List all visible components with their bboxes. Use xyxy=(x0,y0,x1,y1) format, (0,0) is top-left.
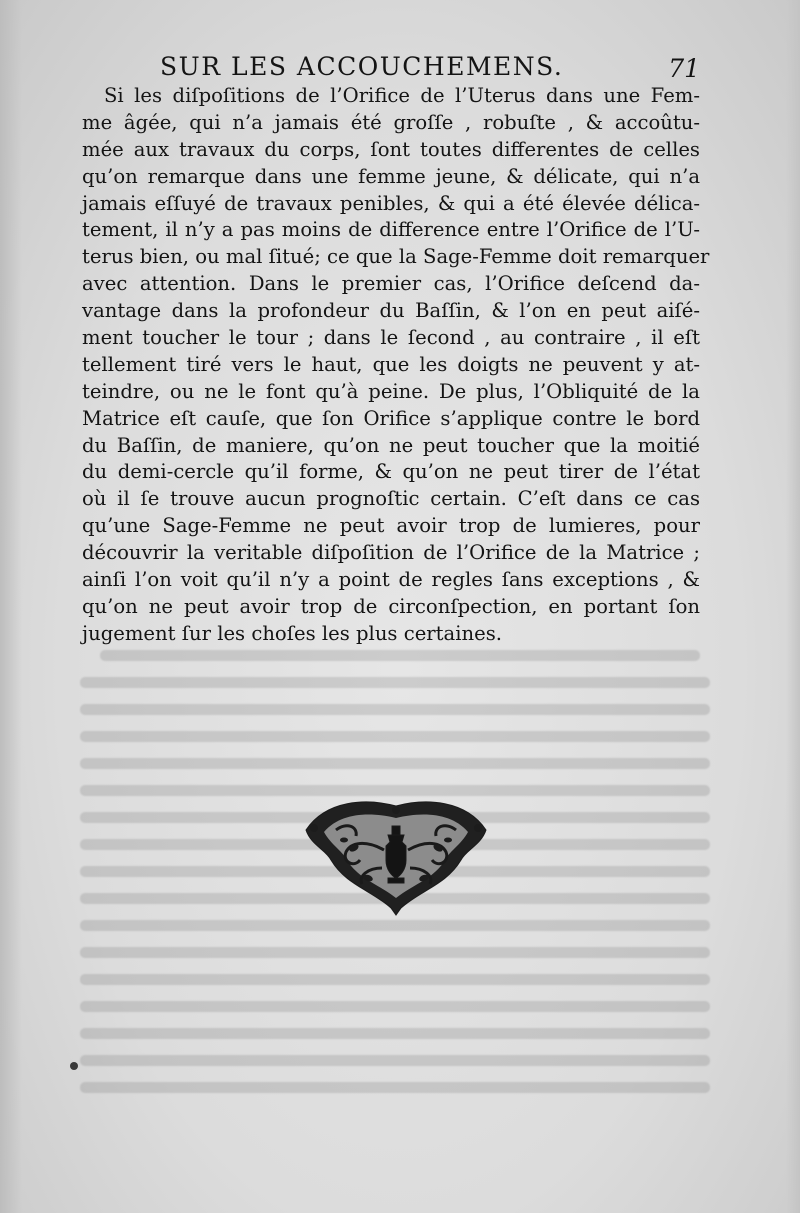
ink-blot xyxy=(70,1062,78,1070)
text-line: ainſi l’on voit qu’il n’y a point de regles ſans exceptions , & xyxy=(82,568,700,592)
text-line: jamais eſſuyé de travaux penibles, & qui a été élevée délica- xyxy=(82,191,700,215)
gutter-shadow xyxy=(0,0,22,1213)
text-line: découvrir la veritable diſpoſition de l’Orifice de la Matrice ; xyxy=(82,541,700,565)
text-line: tement, il n’y a pas moins de difference entre l’Orifice de l’U- xyxy=(82,218,700,242)
page-edge-shadow xyxy=(786,0,800,1213)
running-head: SUR LES ACCOUCHEMENS. xyxy=(160,52,564,81)
text-line: Matrice eſt cauſe, que ſon Orifice s’applique contre le bord xyxy=(82,406,700,430)
text-line: mée aux travaux du corps, ſont toutes differentes de celles xyxy=(82,137,700,161)
text-line: Si les diſpoſitions de l’Orifice de l’Uterus dans une Fem- xyxy=(104,84,700,107)
text-line: avec attention. Dans le premier cas, l’Orifice deſcend da- xyxy=(82,272,700,296)
text-line: ment toucher le tour ; dans le ſecond , au contraire , il eſt xyxy=(82,326,700,350)
text-line: qu’on remarque dans une femme jeune, & délicate, qui n’a xyxy=(82,164,700,188)
text-line: du demi-cercle qu’il forme, & qu’on ne peut tirer de l’état xyxy=(82,460,700,484)
tailpiece-ornament xyxy=(296,790,496,920)
text-line: teindre, ou ne le font qu’à peine. De plus, l’Obliquité de la xyxy=(82,379,700,403)
text-line: qu’une Sage-Femme ne peut avoir trop de lumieres, pour xyxy=(82,514,700,538)
text-line: qu’on ne peut avoir trop de circonſpection, en portant ſon xyxy=(82,594,700,618)
text-line: vantage dans la profondeur du Baſſin, & l’on en peut aiſé- xyxy=(82,299,700,323)
text-line: jugement ſur les choſes les plus certaines. xyxy=(82,621,502,645)
page-number: 71 xyxy=(668,54,700,83)
text-line: où il ſe trouve aucun prognoſtic certain. C’eſt dans ce cas xyxy=(82,487,700,511)
text-line: du Baſſin, de maniere, qu’on ne peut toucher que la moitié xyxy=(82,433,700,457)
text-line: terus bien, ou mal ſitué; ce que la Sage-Femme doit remarquer xyxy=(82,245,710,269)
body-paragraph xyxy=(82,83,710,648)
text-line: tellement tiré vers le haut, que les doigts ne peuvent y at- xyxy=(82,352,700,376)
text-line: me âgée, qui n’a jamais été groſſe , robuſte , & accoûtu- xyxy=(82,110,700,134)
